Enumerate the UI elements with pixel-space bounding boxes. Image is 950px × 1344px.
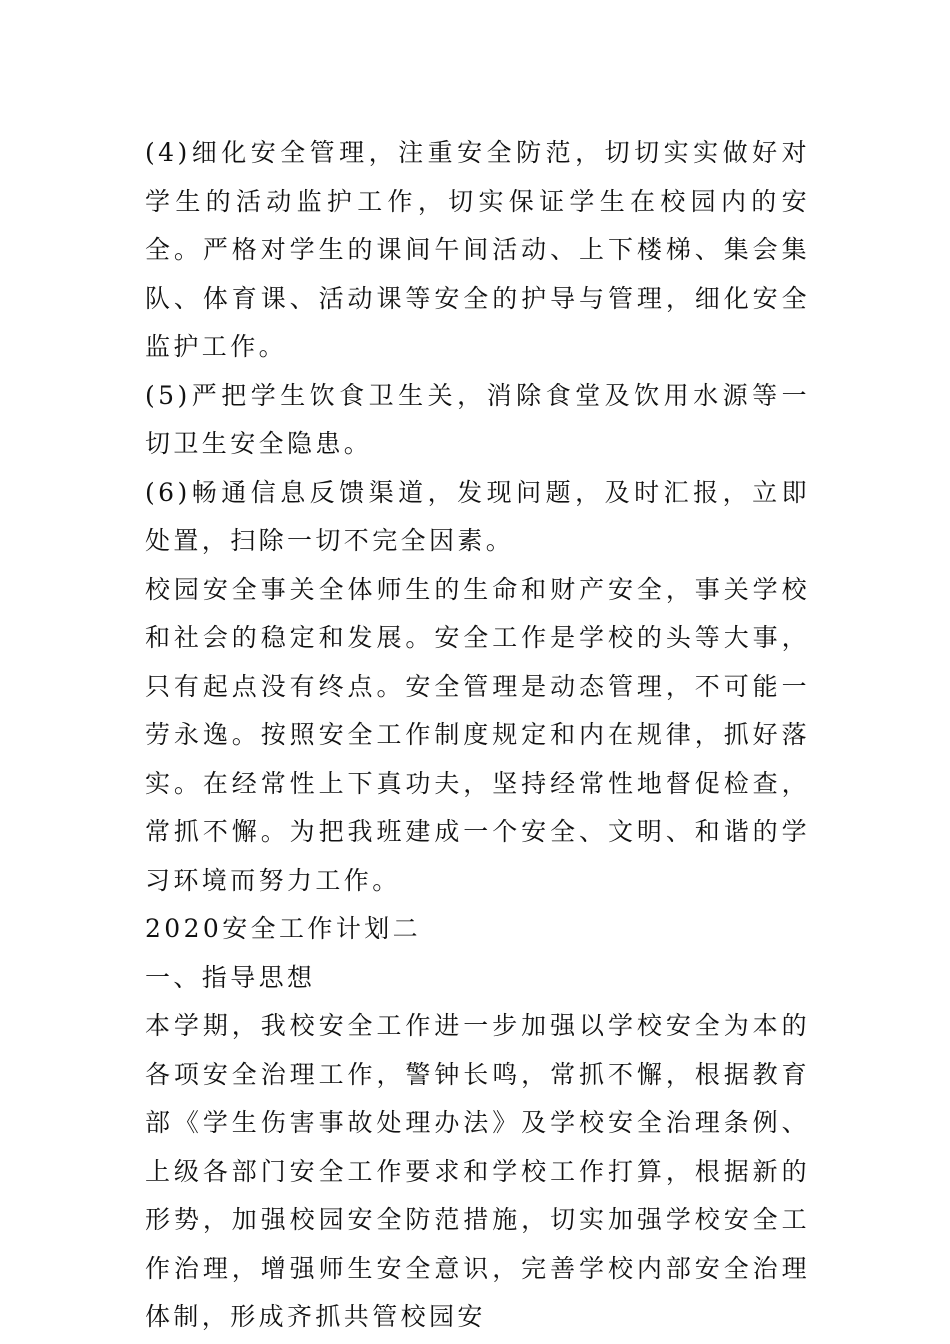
paragraph-item-6: (6)畅通信息反馈渠道，发现问题，及时汇报，立即处置，扫除一切不完全因素。 — [145, 477, 810, 555]
paragraph-guiding-ideology: 本学期，我校安全工作进一步加强以学校安全为本的各项安全治理工作，警钟长鸣，常抓不懈，根据教育部《学生伤害事故处理办法》及学校安全治理条例、上级各部门安全工作要求和学校工作打算，根据新的形势，加强校园安全防范措施，切实加强学校安全工作治理，增强师生安全意识，完善学校内部安全治理体制，形成齐抓共管校园安 — [145, 1011, 810, 1331]
paragraph-item-5: (5)严把学生饮食卫生关，消除食堂及饮用水源等一切卫生安全隐患。 — [145, 380, 810, 458]
subsection-heading: 一、指导思想 — [145, 962, 316, 992]
paragraph-conclusion: 校园安全事关全体师生的生命和财产安全，事关学校和社会的稳定和发展。安全工作是学校的头等大事，只有起点没有终点。安全管理是动态管理，不可能一劳永逸。按照安全工作制度规定和内在规律，抓好落实。在经常性上下真功夫，坚持经常性地督促检查，常抓不懈。为把我班建成一个安全、文明、和谐的学习环境而努力工作。 — [145, 574, 810, 895]
section-title: 2020安全工作计划二 — [145, 914, 422, 943]
document-page — [145, 129, 810, 1342]
paragraph-item-4: (4)细化安全管理，注重安全防范，切切实实做好对学生的活动监护工作，切实保证学生在校园内的安全。严格对学生的课间午间活动、上下楼梯、集会集队、体育课、活动课等安全的护导与管理，细化安全监护工作。 — [145, 138, 810, 361]
